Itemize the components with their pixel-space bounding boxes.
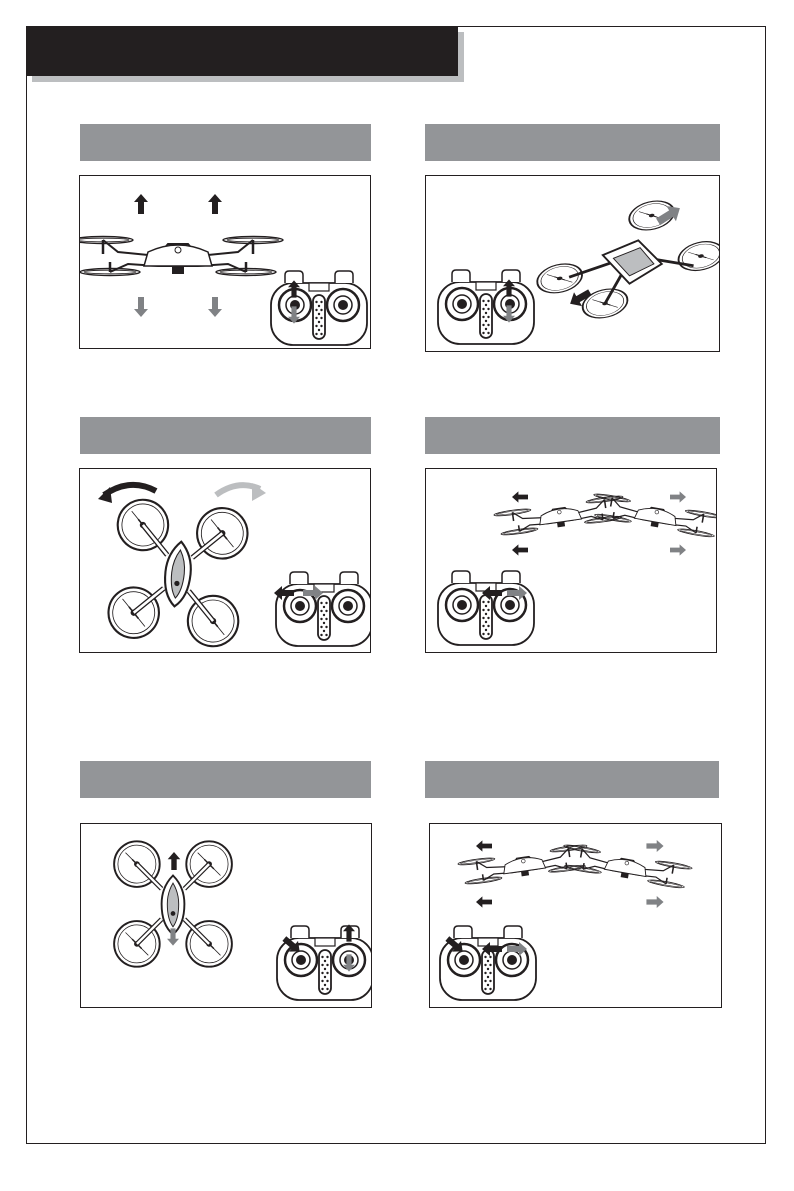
illustration-sideways xyxy=(426,469,717,653)
panel-trim-forward-backward xyxy=(80,823,372,1008)
page-header-bar xyxy=(26,26,458,76)
section-banner-trim-forward-backward xyxy=(80,761,371,798)
drone-side-left-illustration xyxy=(458,844,590,886)
drone-perspective-illustration xyxy=(525,188,720,332)
arrow-down-icon xyxy=(134,297,148,317)
arrow-right-icon xyxy=(646,840,663,852)
controller-illustration xyxy=(276,572,371,646)
illustration-ascend-descend xyxy=(80,176,371,349)
illustration-rotate xyxy=(80,469,371,653)
drone-side-right-illustration xyxy=(590,493,717,539)
panel-ascend-descend xyxy=(79,175,371,349)
section-banner-ascend-descend xyxy=(80,124,371,161)
panel-sideways xyxy=(425,468,717,653)
arrow-right-icon xyxy=(646,896,663,908)
illustration-trim-forward-backward xyxy=(81,824,372,1008)
controller-illustration xyxy=(277,926,372,1000)
controller-illustration xyxy=(271,271,367,345)
panel-trim-left-right xyxy=(429,823,722,1008)
drone-side-right-illustration xyxy=(560,844,692,890)
illustration-trim-left-right xyxy=(430,824,722,1008)
controller-illustration xyxy=(438,571,534,645)
arrow-down-icon xyxy=(208,297,222,317)
controller-illustration xyxy=(440,926,536,1000)
illustration-forward-backward xyxy=(426,176,720,352)
arrow-up-icon xyxy=(134,194,148,214)
section-banner-trim-left-right xyxy=(425,761,719,798)
drone-top-illustration xyxy=(106,497,250,648)
controller-illustration xyxy=(438,270,534,344)
arrow-right-icon xyxy=(670,544,686,555)
section-banner-sideways xyxy=(425,417,720,454)
arrow-left-icon xyxy=(512,544,528,555)
arrow-left-icon xyxy=(476,840,492,851)
section-banner-forward-backward xyxy=(425,124,720,161)
arrow-right-icon xyxy=(670,491,686,502)
rotate-left-arrow-icon xyxy=(104,485,156,495)
arrow-up-icon xyxy=(208,194,222,214)
drone-side-illustration xyxy=(80,237,283,276)
section-banner-rotate xyxy=(80,417,371,454)
panel-rotate xyxy=(79,468,371,653)
panel-forward-backward xyxy=(425,175,720,352)
arrow-left-icon xyxy=(512,491,528,502)
arrow-forward-icon xyxy=(168,852,181,870)
arrow-left-icon xyxy=(476,896,492,907)
